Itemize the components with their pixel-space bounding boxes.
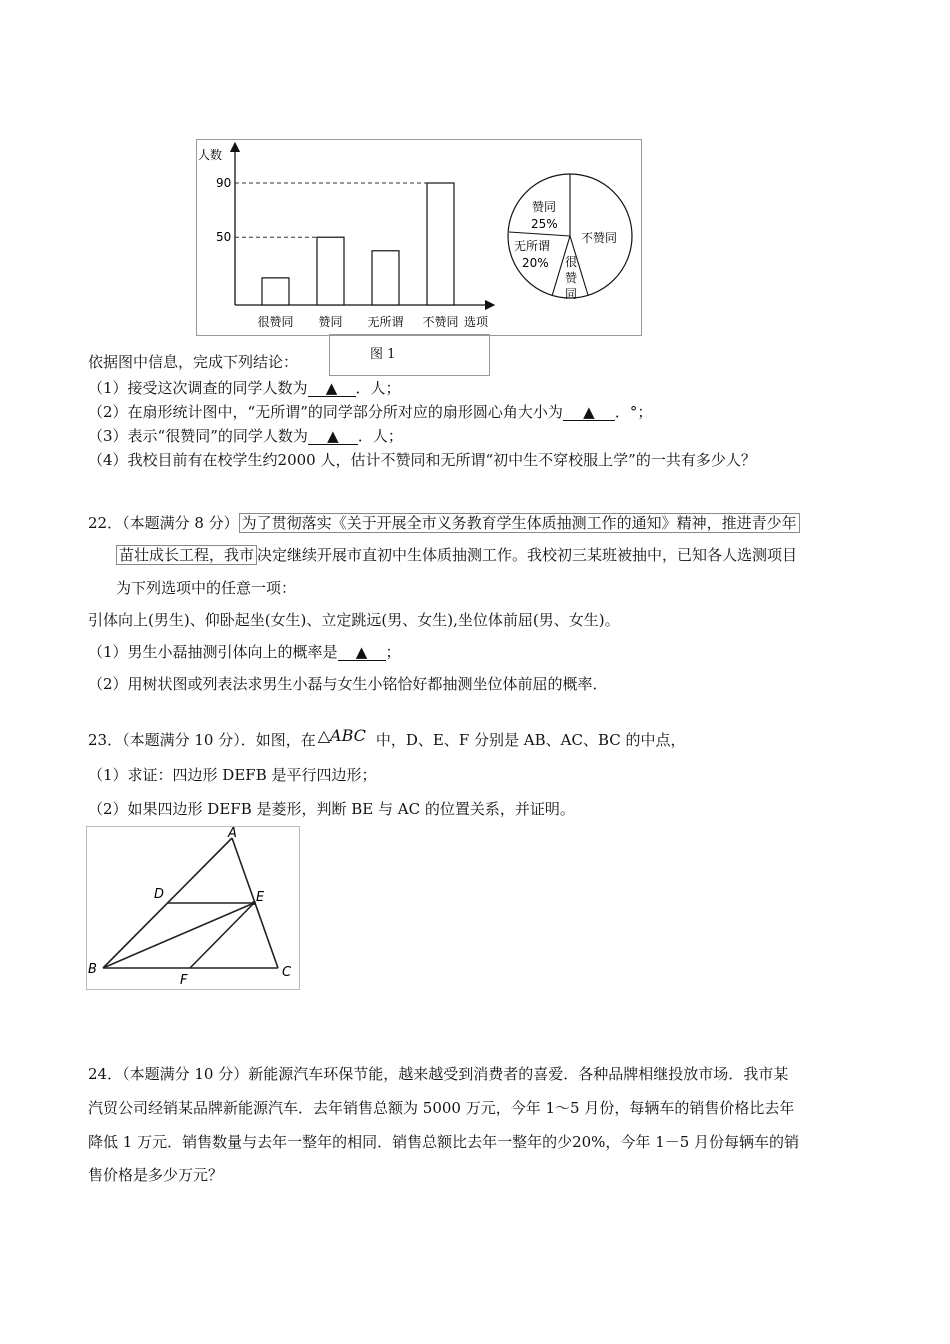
bar-1 [262,278,289,305]
q22-line-4: 引体向上(男生)、仰卧起坐(女生)、立定跳远(男、女生),坐位体前屈(男、女生)。 [88,611,620,629]
q22-line-2 [116,544,797,566]
x-axis-label: 选项 [464,315,489,329]
bar-3 [372,251,399,305]
label-b: B [88,962,97,977]
q22-part-1 [88,641,401,663]
q24-line-1: 24．（本题满分 10 分）新能源汽车环保节能，越来越受到消费者的喜爱．各种品牌相继投放市场．我市某 [88,1065,789,1083]
q21-part-3 [88,425,403,447]
q21-p3-blank[interactable]: ▲ [308,428,358,445]
label-a: A [228,826,237,841]
q23-head: 23．（本题满分 10 分）．如图，在 [88,731,316,749]
segment-ef [190,903,254,968]
x-tick-label-2: 赞同 [318,315,343,329]
q24-line-2: 汽贸公司经销某品牌新能源汽车．去年销售总额为 5000 万元，今年 1～5 月份，每辆车的销售价格比去年 [88,1099,795,1117]
pie-pct-indifferent: 20% [522,256,549,270]
bar-2 [317,237,344,305]
q24-line-3: 降低 1 万元．销售数量与去年一整年的相同．销售总额比去年一整年的少20%，今年 1－5 月份每辆车的销 [88,1133,800,1151]
q22-rest-2: 决定继续开展市直初中生体质抽测工作。我校初三某班被抽中，已知各人选测项目 [257,546,798,564]
label-c: C [282,965,292,980]
label-f: F [180,973,188,988]
label-e: E [256,890,265,905]
segment-be [103,903,254,968]
pie-label-very-3: 同 [565,287,578,301]
x-tick-label-4: 不赞同 [422,315,459,329]
q22-line-1 [88,512,800,534]
pie-pct-agree: 25% [531,217,558,231]
figure-1-caption-box [329,334,490,376]
y-axis-label: 人数 [198,148,223,162]
q21-p1-post: ．人； [355,379,401,397]
q22-p1-pre: （1）男生小磊抽测引体向上的概率是 [88,643,338,661]
q21-part-4: （4）我校目前有在校学生约2000 人，估计不赞同和无所谓“初中生不穿校服上学”的一共有多少人？ [88,451,756,469]
label-d: D [154,887,165,902]
q21-intro: 依据图中信息，完成下列结论： [88,353,299,371]
q22-part-2: （2）用树状图或列表法求男生小磊与女生小铭恰好都抽测坐位体前屈的概率． [88,675,608,693]
q22-boxed-1: 为了贯彻落实《关于开展全市义务教育学生体质抽测工作的通知》精神，推进青少年 [239,513,800,533]
q21-part-1 [88,377,401,399]
bar-chart [196,139,496,334]
q22-p1-blank[interactable]: ▲ [338,644,386,661]
q21-p3-post: ．人； [357,427,403,445]
y-tick-50: 50 [216,230,232,244]
q23-tail: 中，D、E、F 分别是 AB、AC、BC 的中点， [375,731,686,749]
q24-line-4: 售价格是多少万元？ [88,1166,224,1184]
q23-triangle: △ABC [317,726,366,745]
bar-4 [427,183,454,305]
q23-part-1: （1）求证：四边形 DEFB 是平行四边形； [88,766,377,784]
q21-p2-blank[interactable]: ▲ [563,404,615,421]
q21-p2-post: ．°； [614,403,653,421]
pie-chart [505,170,635,305]
q22-p1-post: ； [385,643,401,661]
q21-p1-blank[interactable]: ▲ [308,380,356,397]
pie-label-disagree: 不赞同 [581,231,618,245]
q23-part-2: （2）如果四边形 DEFB 是菱形，判断 BE 与 AC 的位置关系，并证明。 [88,800,575,818]
q21-p1-pre: （1）接受这次调查的同学人数为 [88,379,308,397]
x-tick-label-3: 无所谓 [367,315,404,329]
q23-triangle-figure [86,826,298,988]
q21-part-2 [88,401,652,423]
q22-boxed-2: 苗壮成长工程，我市 [116,545,257,565]
q22-head: 22．（本题满分 8 分） [88,514,239,532]
q21-p2-pre: （2）在扇形统计图中，“无所谓”的同学部分所对应的扇形圆心角大小为 [88,403,563,421]
q22-line-3: 为下列选项中的任意一项： [116,579,297,597]
pie-label-indifferent: 无所谓 [514,239,551,253]
pie-label-very-1: 很 [565,255,578,269]
q23-line-1 [88,726,686,751]
x-tick-label-1: 很赞同 [257,315,294,329]
figure-1-caption: 图 1 [370,347,396,362]
q21-p3-pre: （3）表示“很赞同”的同学人数为 [88,427,308,445]
pie-label-agree: 赞同 [532,200,557,214]
y-tick-90: 90 [216,176,232,190]
pie-label-very-2: 赞 [565,271,578,285]
